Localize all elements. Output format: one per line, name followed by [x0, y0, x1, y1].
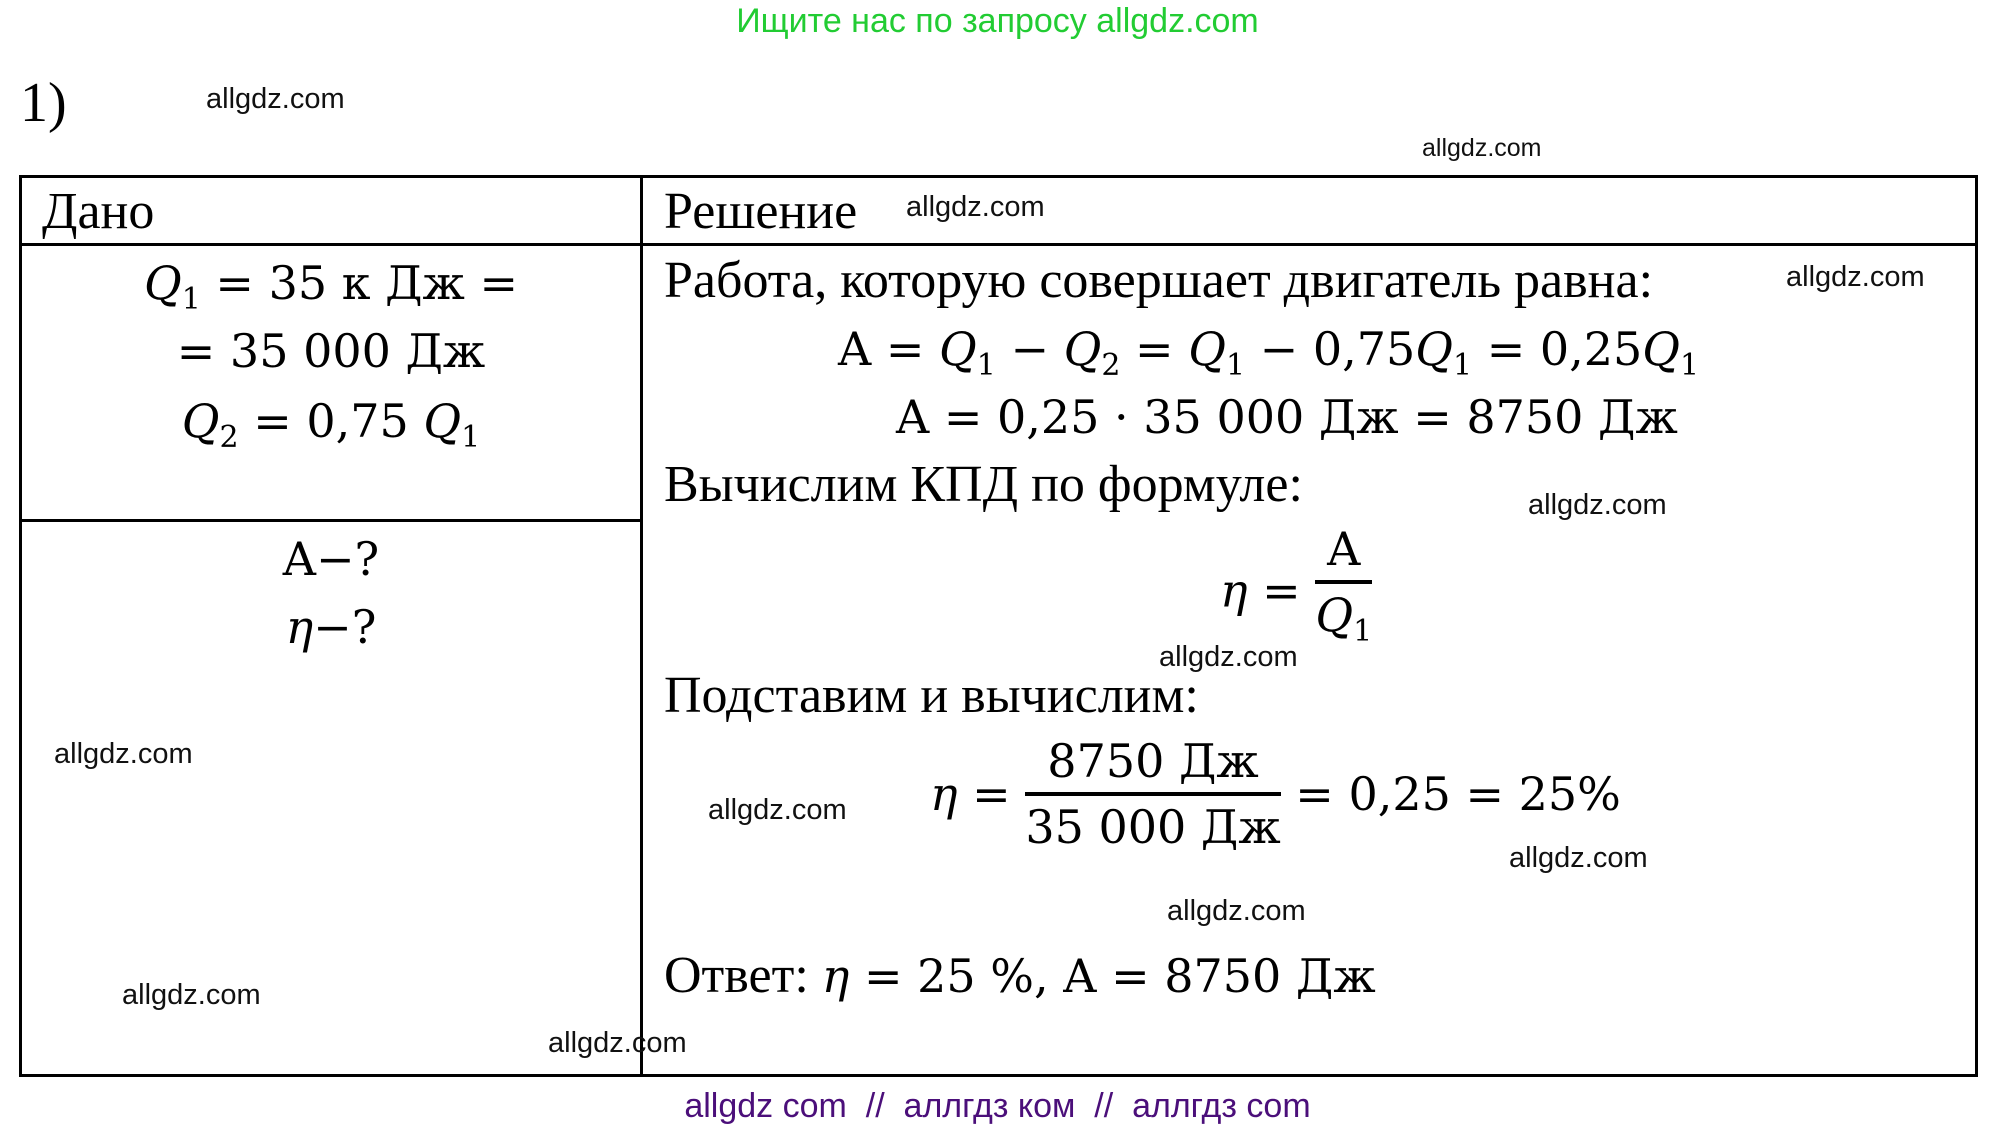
given-q2: $Q_2 = 0,75$ $Q_1$	[181, 394, 481, 455]
task-number: 1)	[20, 72, 67, 134]
footer-links: allgdz com // аллгдз ком // аллгдз com	[684, 1087, 1311, 1125]
solution-text-substitute: Подставим и вычислим:	[664, 667, 1199, 724]
fraction: $\frac{A}{Q_1}$	[1315, 518, 1372, 663]
given-header: Дано	[42, 183, 155, 240]
watermark: allgdz.com	[122, 979, 261, 1011]
watermark: allgdz.com	[1509, 842, 1648, 874]
watermark: allgdz.com	[54, 738, 193, 770]
search-banner: Ищите нас по запросу allgdz.com	[736, 2, 1259, 40]
given-q1: $Q_1 = 35$ к Дж =	[143, 256, 518, 317]
formula-work-value: A = 0,25 · 35 000 Дж = 8750 Дж	[896, 390, 1678, 444]
solution-text-work: Работа, которую совершает двигатель равна:	[664, 252, 1654, 309]
watermark: allgdz.com	[708, 794, 847, 826]
watermark: allgdz.com	[906, 191, 1045, 223]
watermark: allgdz.com	[548, 1027, 687, 1059]
watermark: allgdz.com	[206, 83, 345, 115]
given-find-divider	[19, 519, 642, 522]
watermark: allgdz.com	[1422, 134, 1542, 162]
answer: Ответ: η = 25 %, A = 8750 Дж	[664, 947, 1376, 1004]
watermark: allgdz.com	[1167, 895, 1306, 927]
given-q1-converted: = 35 000 Дж	[176, 324, 486, 378]
fraction: $\frac{8750 Дж}{35 000 Дж}$	[1025, 730, 1280, 858]
watermark: allgdz.com	[1786, 261, 1925, 293]
solution-text-efficiency: Вычислим КПД по формуле:	[664, 456, 1303, 513]
solution-header: Решение	[664, 183, 858, 240]
var-q: Q	[143, 256, 182, 310]
header-divider	[19, 243, 1978, 246]
watermark: allgdz.com	[1159, 641, 1298, 673]
watermark: allgdz.com	[1528, 489, 1667, 521]
find-a: A−?	[282, 532, 380, 586]
column-divider	[640, 175, 643, 1077]
formula-efficiency-value: η = $\frac{8750 Дж}{35 000 Дж}$ = 0,25 = 25%	[930, 730, 1621, 858]
formula-work: $A = Q_1 - Q_2 = Q_1 - 0,75Q_1 = 0,25Q_1$	[838, 322, 1700, 383]
find-eta: η−?	[285, 600, 377, 654]
formula-efficiency: η = $\frac{A}{Q_1}$	[1220, 518, 1372, 663]
